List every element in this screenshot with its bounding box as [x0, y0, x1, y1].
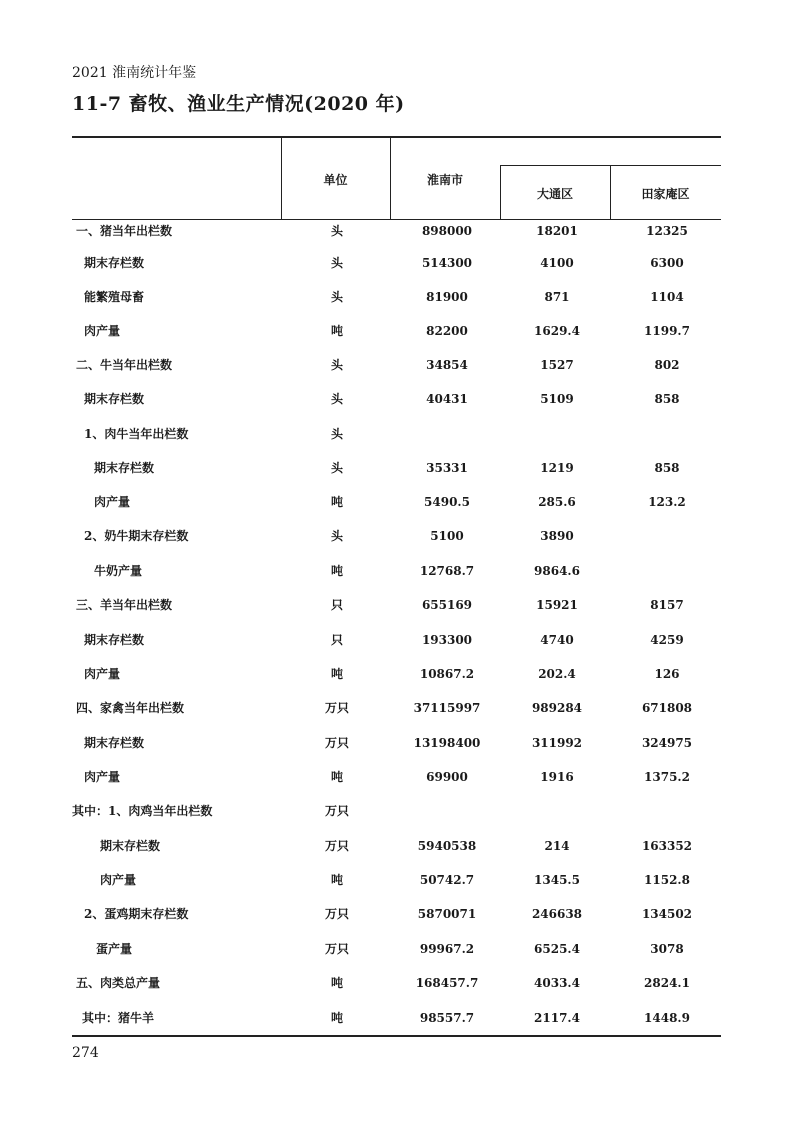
table-title: 11-7 畜牧、渔业生产情况(2020 年)	[72, 93, 405, 115]
row-label: 期末存栏数	[84, 633, 145, 647]
huainan-value: 81900	[426, 290, 468, 304]
datong-value: 246638	[531, 907, 583, 921]
huainan-value: 168457.7	[415, 976, 479, 990]
row-label: 牛奶产量	[94, 564, 143, 578]
row-label: 期末存栏数	[84, 256, 145, 270]
huainan-value: 99967.2	[419, 942, 475, 956]
table-row	[72, 526, 721, 546]
row-label: 二、牛当年出栏数	[76, 358, 173, 372]
huainan-value: 98557.7	[419, 1011, 475, 1025]
table-row	[72, 836, 721, 856]
table-row	[72, 733, 721, 753]
datong-value: 871	[544, 290, 570, 304]
huainan-value: 37115997	[413, 701, 481, 715]
row-label: 能繁殖母畜	[84, 290, 145, 304]
unit-cell: 万只	[324, 907, 349, 921]
unit-cell: 吨	[330, 976, 343, 990]
table-row	[72, 221, 721, 241]
huainan-value: 655169	[421, 598, 473, 612]
table-bottom-rule	[72, 1035, 721, 1037]
table-row	[72, 939, 721, 959]
datong-value: 1345.5	[534, 873, 580, 887]
datong-value: 15921	[536, 598, 578, 612]
tianjiaan-value: 134502	[641, 907, 693, 921]
datong-value: 2117.4	[534, 1011, 580, 1025]
datong-value: 9864.6	[534, 564, 580, 578]
row-label: 四、家禽当年出栏数	[76, 701, 185, 715]
tianjiaan-value: 123.2	[648, 495, 686, 509]
unit-cell: 万只	[324, 942, 349, 956]
row-label: 期末存栏数	[84, 736, 145, 750]
table-row	[72, 321, 721, 341]
huainan-value: 82200	[426, 324, 468, 338]
table-row	[72, 561, 721, 581]
row-label: 期末存栏数	[94, 461, 155, 475]
tianjiaan-value: 3078	[650, 942, 684, 956]
row-label: 期末存栏数	[100, 839, 161, 853]
unit-cell: 只	[330, 598, 343, 612]
unit-cell: 万只	[324, 839, 349, 853]
table-row	[72, 767, 721, 787]
tianjiaan-value: 1375.2	[644, 770, 690, 784]
table-row	[72, 698, 721, 718]
row-label: 1、肉牛当年出栏数	[84, 427, 189, 441]
huainan-value: 5940538	[417, 839, 477, 853]
tianjiaan-value: 671808	[641, 701, 693, 715]
datong-value: 1629.4	[534, 324, 580, 338]
huainan-value: 40431	[426, 392, 468, 406]
datong-value: 4100	[540, 256, 574, 270]
row-label: 肉产量	[100, 873, 137, 887]
huainan-value: 12768.7	[419, 564, 475, 578]
header-bottom-rule	[72, 219, 721, 220]
tianjiaan-value: 163352	[641, 839, 693, 853]
datong-value: 4033.4	[534, 976, 580, 990]
row-label: 其中：猪牛羊	[82, 1011, 155, 1025]
unit-cell: 只	[330, 633, 343, 647]
unit-cell: 吨	[330, 324, 343, 338]
table-row	[72, 904, 721, 924]
huainan-value: 69900	[426, 770, 468, 784]
tianjiaan-value: 4259	[650, 633, 684, 647]
col-header-datong: 大通区	[536, 187, 573, 201]
unit-cell: 吨	[330, 1011, 343, 1025]
table-row	[72, 595, 721, 615]
huainan-value: 193300	[421, 633, 473, 647]
tianjiaan-value: 6300	[650, 256, 684, 270]
table-row	[72, 870, 721, 890]
row-label: 2、奶牛期末存栏数	[84, 529, 189, 543]
unit-cell: 头	[330, 392, 343, 406]
row-label: 肉产量	[84, 324, 121, 338]
datong-value: 1916	[540, 770, 574, 784]
unit-cell: 头	[330, 529, 343, 543]
tianjiaan-value: 12325	[646, 224, 688, 238]
row-label: 其中：1、肉鸡当年出栏数	[72, 804, 213, 818]
table-row	[72, 492, 721, 512]
datong-value: 6525.4	[534, 942, 580, 956]
unit-cell: 万只	[324, 804, 349, 818]
datong-value: 1527	[540, 358, 574, 372]
row-label: 肉产量	[94, 495, 131, 509]
tianjiaan-value: 2824.1	[644, 976, 690, 990]
huainan-value: 10867.2	[419, 667, 475, 681]
unit-cell: 吨	[330, 495, 343, 509]
page-number: 274	[72, 1045, 99, 1061]
row-label: 肉产量	[84, 667, 121, 681]
datong-value: 18201	[536, 224, 578, 238]
col-header-city: 淮南市	[426, 173, 463, 187]
table-row	[72, 801, 721, 821]
huainan-value: 13198400	[413, 736, 481, 750]
unit-cell: 头	[330, 427, 343, 441]
table-row	[72, 458, 721, 478]
datong-value: 989284	[531, 701, 583, 715]
table-row	[72, 630, 721, 650]
table-row	[72, 1008, 721, 1028]
huainan-value: 5870071	[417, 907, 477, 921]
tianjiaan-value: 1448.9	[644, 1011, 690, 1025]
unit-cell: 万只	[324, 736, 349, 750]
datong-value: 4740	[540, 633, 574, 647]
row-label: 期末存栏数	[84, 392, 145, 406]
table-row	[72, 287, 721, 307]
table-row	[72, 355, 721, 375]
huainan-value: 35331	[426, 461, 468, 475]
unit-cell: 头	[330, 224, 343, 238]
table-row	[72, 424, 721, 444]
district-header-rule	[500, 165, 721, 166]
row-label: 肉产量	[84, 770, 121, 784]
tianjiaan-value: 1199.7	[644, 324, 690, 338]
datong-value: 5109	[540, 392, 574, 406]
row-label: 蛋产量	[96, 942, 133, 956]
row-label: 一、猪当年出栏数	[76, 224, 173, 238]
huainan-value: 898000	[421, 224, 473, 238]
unit-cell: 吨	[330, 667, 343, 681]
tianjiaan-value: 1104	[650, 290, 684, 304]
unit-cell: 头	[330, 358, 343, 372]
row-label: 三、羊当年出栏数	[76, 598, 173, 612]
datong-value: 202.4	[538, 667, 576, 681]
row-label: 五、肉类总产量	[76, 976, 161, 990]
huainan-value: 514300	[421, 256, 473, 270]
unit-cell: 吨	[330, 770, 343, 784]
tianjiaan-value: 1152.8	[644, 873, 690, 887]
unit-cell: 头	[330, 461, 343, 475]
datong-value: 311992	[531, 736, 583, 750]
tianjiaan-value: 126	[654, 667, 680, 681]
unit-cell: 万只	[324, 701, 349, 715]
table-row	[72, 664, 721, 684]
unit-cell: 头	[330, 256, 343, 270]
huainan-value: 5490.5	[424, 495, 470, 509]
tianjiaan-value: 8157	[650, 598, 684, 612]
table-top-rule	[72, 136, 721, 138]
huainan-value: 50742.7	[419, 873, 475, 887]
book-title: 2021 淮南统计年鉴	[72, 65, 197, 81]
datong-value: 285.6	[538, 495, 576, 509]
row-label: 2、蛋鸡期末存栏数	[84, 907, 189, 921]
table-row	[72, 389, 721, 409]
unit-cell: 吨	[330, 873, 343, 887]
tianjiaan-value: 802	[654, 358, 680, 372]
huainan-value: 34854	[426, 358, 468, 372]
tianjiaan-value: 324975	[641, 736, 693, 750]
unit-cell: 头	[330, 290, 343, 304]
tianjiaan-value: 858	[654, 392, 680, 406]
datong-value: 1219	[540, 461, 574, 475]
col-header-tianjiaan: 田家庵区	[641, 187, 690, 201]
table-row	[72, 253, 721, 273]
col-header-unit: 单位	[323, 173, 348, 187]
table-row	[72, 973, 721, 993]
unit-cell: 吨	[330, 564, 343, 578]
tianjiaan-value: 858	[654, 461, 680, 475]
huainan-value: 5100	[430, 529, 464, 543]
datong-value: 214	[544, 839, 570, 853]
datong-value: 3890	[540, 529, 574, 543]
